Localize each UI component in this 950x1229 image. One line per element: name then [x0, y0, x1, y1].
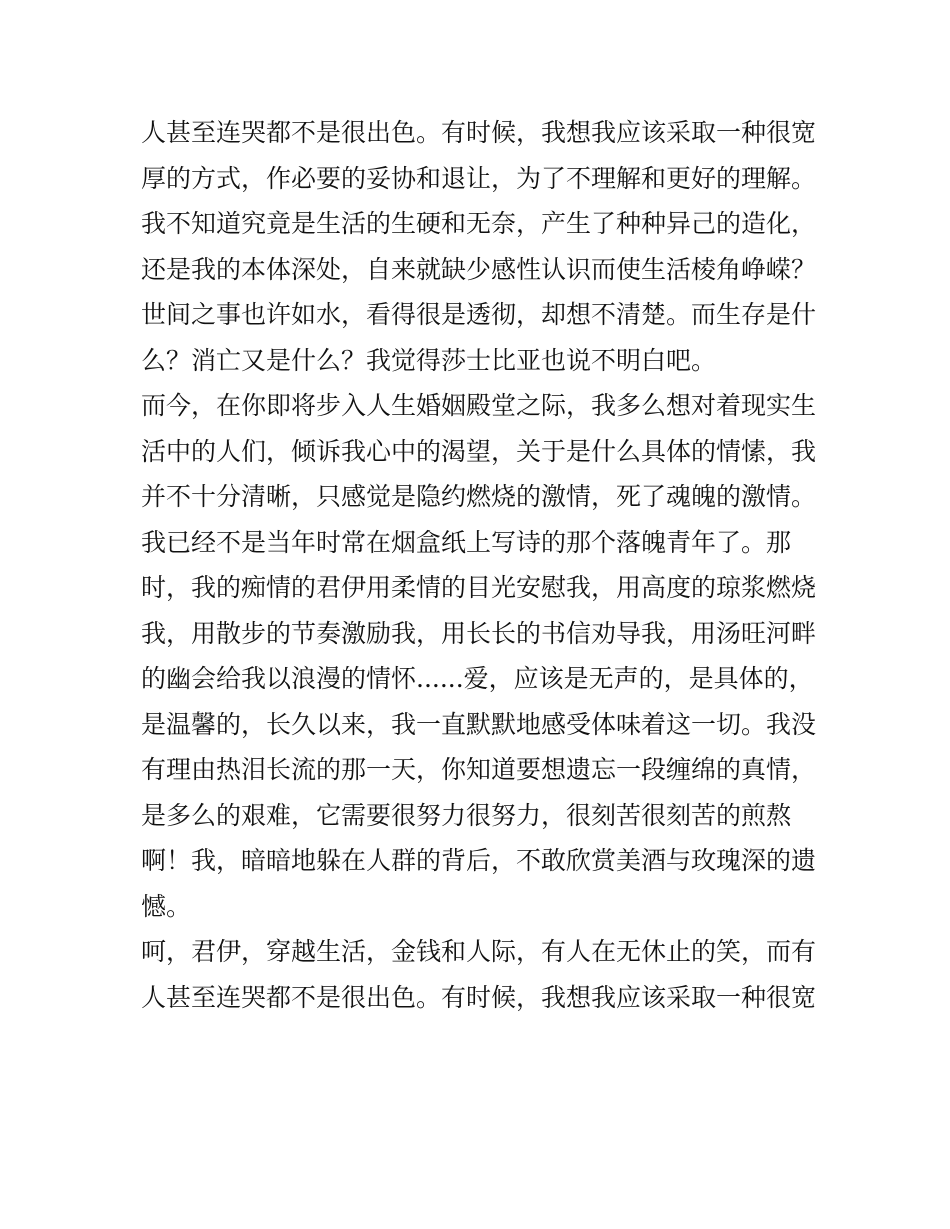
body-text [141, 110, 817, 1020]
text-line: 我不知道究竟是生活的生硬和无奈，产生了种种异己的造化， [141, 209, 817, 238]
text-line: 是温馨的，长久以来，我一直默默地感受体味着这一切。我没 [141, 709, 817, 739]
text-line: 呵，君伊，穿越生活，金钱和人际，有人在无休止的笑，而有 [141, 937, 817, 966]
text-line: 而今，在你即将步入人生婚姻殿堂之际，我多么想对着现实生 [141, 391, 817, 420]
text-line: 人甚至连哭都不是很出色。有时候，我想我应该采取一种很宽 [141, 982, 817, 1012]
text-line: 世间之事也许如水，看得很是透彻，却想不清楚。而生存是什 [141, 300, 817, 329]
text-line: 憾。 [141, 891, 192, 921]
text-line: 时，我的痴情的君伊用柔情的目光安慰我，用高度的琼浆燃烧 [141, 573, 817, 602]
text-line: 么？消亡又是什么？我觉得莎士比亚也说不明白吧。 [141, 345, 717, 375]
text-line: 并不十分清晰，只感觉是隐约燃烧的激情，死了魂魄的激情。 [141, 482, 817, 511]
text-line: 是多么的艰难，它需要很努力很努力，很刻苦很刻苦的煎熬 [141, 800, 792, 830]
text-line: 还是我的本体深处，自来就缺少感性认识而使生活棱角峥嵘？ [141, 254, 817, 284]
text-line: 有理由热泪长流的那一天，你知道要想遗忘一段缠绵的真情， [141, 755, 817, 784]
text-line: 啊！我，暗暗地躲在人群的背后，不敢欣赏美酒与玫瑰深的遗 [141, 846, 817, 875]
text-line: 人甚至连哭都不是很出色。有时候，我想我应该采取一种很宽 [141, 118, 817, 147]
text-line: 活中的人们，倾诉我心中的渴望，关于是什么具体的情愫，我 [141, 436, 817, 466]
text-line: 的幽会给我以浪漫的情怀......爱，应该是无声的，是具体的， [141, 664, 814, 693]
text-line: 厚的方式，作必要的妥协和退让，为了不理解和更好的理解。 [141, 163, 817, 193]
text-line: 我已经不是当年时常在烟盒纸上写诗的那个落魄青年了。那 [141, 527, 792, 557]
text-line: 我，用散步的节奏激励我，用长长的书信劝导我，用汤旺河畔 [141, 618, 817, 648]
